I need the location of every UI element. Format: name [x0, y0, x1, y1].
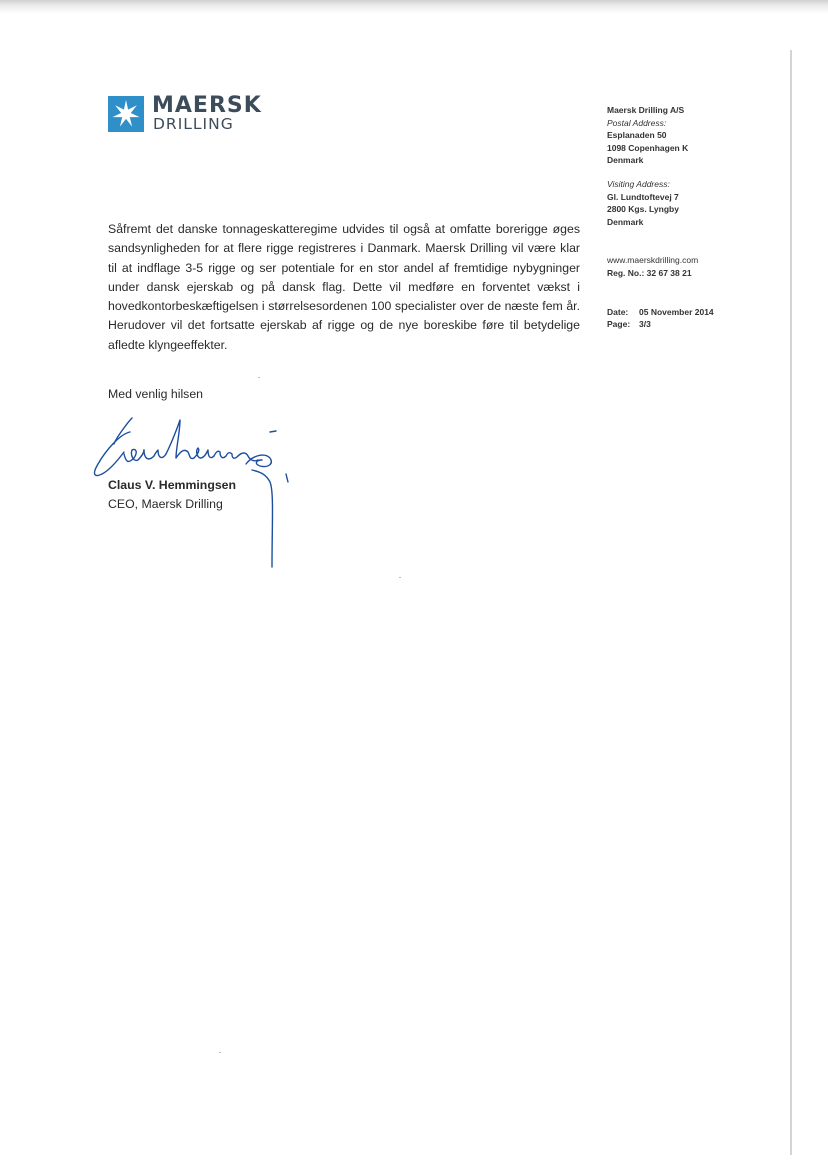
closing-greeting: Med venlig hilsen	[108, 387, 204, 401]
logo-wordmark-drilling: DRILLING	[153, 115, 234, 133]
date-row	[607, 306, 782, 319]
scan-right-edge	[790, 50, 792, 1155]
postal-address-label: Postal Address:	[607, 117, 667, 128]
maersk-drilling-logo	[108, 93, 278, 136]
visiting-address-line: Gl. Lundtoftevej 7	[607, 191, 679, 202]
scan-speck	[219, 1052, 221, 1053]
logo-wordmark-maersk: MAERSK	[152, 93, 262, 118]
date-value: 05 November 2014	[639, 306, 714, 317]
body-paragraph: Såfremt det danske tonnageskatteregime udvides til også at omfatte borerigge øges sandsynligheden for at flere rigge registreres i Danmark. Maersk Drilling vil være klar til at indflage 3-5 rigge og ser potentiale for en stor andel af fremtidige nybygninger under dansk ejerskab og på dansk flag. Dette vil medføre en forventet vækst i hovedkontorbeskæftigelsen i størrelsesordenen 100 specialister over de næste fem år. Herudover vil det fortsatte ejerskab af rigge og de nye boreskibe føre til betydelige afledte klyngeeffekter.	[108, 222, 580, 352]
page-row	[607, 318, 782, 331]
visiting-address-label: Visiting Address:	[607, 178, 670, 189]
signer-title: CEO, Maersk Drilling	[108, 497, 223, 511]
signer-name: Claus V. Hemmingsen	[108, 478, 237, 492]
handwritten-signature	[80, 412, 310, 577]
postal-address-line: Denmark	[607, 155, 644, 166]
date-label: Date:	[607, 306, 629, 317]
page-number: 3/3	[639, 319, 651, 330]
scan-speck	[399, 577, 401, 578]
page-label: Page:	[607, 319, 631, 330]
company-address-block	[607, 104, 782, 331]
postal-address-line: Esplanaden 50	[607, 130, 667, 141]
company-name: Maersk Drilling A/S	[607, 105, 685, 115]
visiting-address-line: Denmark	[607, 216, 644, 227]
postal-address-line: 1098 Copenhagen K	[607, 142, 689, 153]
registration-number: Reg. No.: 32 67 38 21	[607, 267, 692, 278]
scan-speck	[258, 377, 260, 378]
letter-body	[108, 220, 580, 355]
seven-pointed-star-icon	[108, 96, 144, 132]
visiting-address-line: 2800 Kgs. Lyngby	[607, 204, 679, 215]
website-link[interactable]: www.maerskdrilling.com	[607, 255, 699, 266]
scan-top-edge	[0, 0, 828, 14]
